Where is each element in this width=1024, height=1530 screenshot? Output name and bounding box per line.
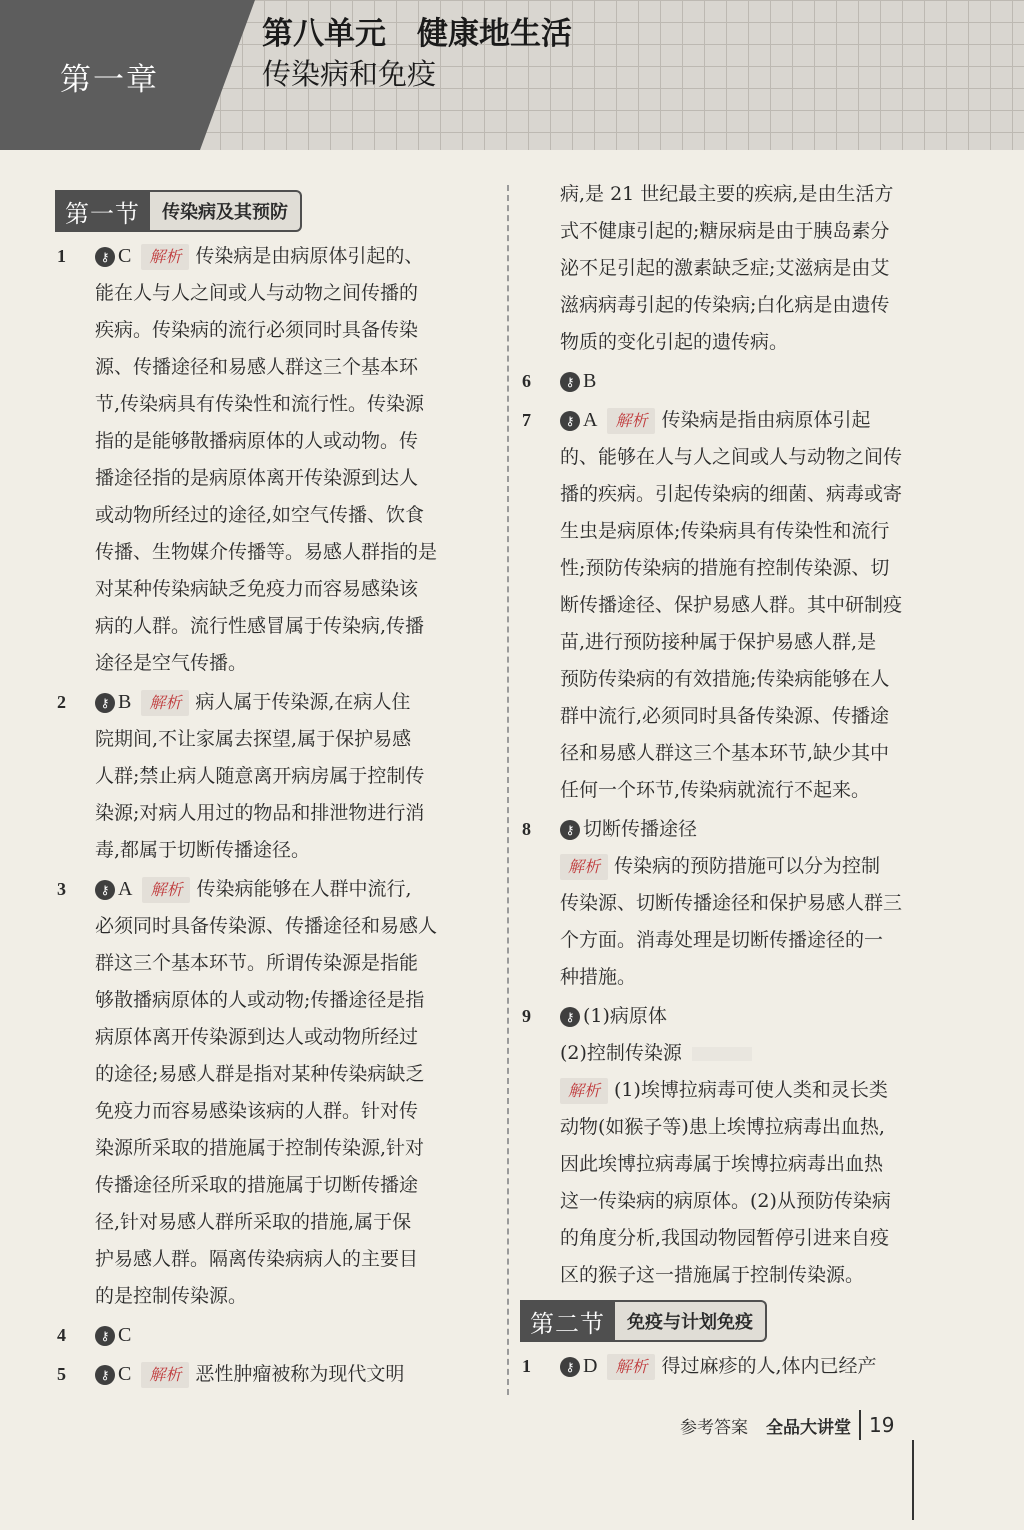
analysis-text: 径和易感人群这三个基本环节,缺少其中 bbox=[560, 742, 890, 764]
key-icon: ⚷ bbox=[95, 247, 115, 267]
analysis-text: 预防传染病的有效措施;传染病能够在人 bbox=[560, 668, 890, 690]
analysis-text: 个方面。消毒处理是切断传播途径的一 bbox=[560, 929, 884, 951]
analysis-text: 动物(如猴子等)患上埃博拉病毒出血热, bbox=[560, 1116, 885, 1138]
section-number: 第一节 bbox=[55, 190, 150, 232]
analysis-text: 因此埃博拉病毒属于埃博拉病毒出血热 bbox=[560, 1153, 884, 1175]
answer-item bbox=[55, 238, 500, 682]
analysis-text: 这一传染病的病原体。(2)从预防传染病 bbox=[560, 1190, 891, 1212]
analysis-text: 播的疾病。引起传染病的细菌、病毒或寄 bbox=[560, 483, 903, 505]
section-heading-2 bbox=[520, 1300, 965, 1342]
analysis-text: 毒,都属于切断传播途径。 bbox=[95, 839, 311, 861]
analysis-text: 传染病能够在人群中流行, bbox=[196, 878, 412, 900]
analysis-text: 能在人与人之间或人与动物之间传播的 bbox=[95, 282, 419, 304]
answer-item bbox=[55, 1317, 500, 1354]
analysis-text: 够散播病原体的人或动物;传播途径是指 bbox=[95, 989, 425, 1011]
answer-item bbox=[520, 998, 965, 1294]
analysis-text: 源、传播途径和易感人群这三个基本环 bbox=[95, 356, 419, 378]
analysis-text: 径,针对易感人群所采取的措施,属于保 bbox=[95, 1211, 412, 1233]
key-icon: ⚷ bbox=[95, 1365, 115, 1385]
item-number: 8 bbox=[522, 819, 531, 839]
key-icon: ⚷ bbox=[95, 880, 115, 900]
chapter-label: 第一章 bbox=[60, 62, 159, 98]
analysis-text: 传染病的预防措施可以分为控制 bbox=[614, 855, 881, 877]
answer-item-continued bbox=[520, 176, 965, 361]
item-number: 1 bbox=[57, 246, 66, 266]
analysis-text: 式不健康引起的;糖尿病是由于胰岛素分 bbox=[560, 220, 890, 242]
analysis-text: 的、能够在人与人之间或人与动物之间传 bbox=[560, 446, 903, 468]
analysis-text: 人群;禁止病人随意离开病房属于控制传 bbox=[95, 765, 425, 787]
answer-choice: A bbox=[118, 878, 133, 900]
item-number: 1 bbox=[522, 1356, 531, 1376]
answer-item bbox=[520, 1348, 965, 1385]
footer-reference-label: 参考答案 bbox=[680, 1417, 748, 1438]
analysis-text: 的途径;易感人群是指对某种传染病缺乏 bbox=[95, 1063, 425, 1085]
key-icon: ⚷ bbox=[560, 411, 580, 431]
page-number: 19 bbox=[859, 1410, 894, 1440]
analysis-text: 区的猴子这一措施属于控制传染源。 bbox=[560, 1264, 865, 1286]
analysis-text: 生虫是病原体;传染病具有传染性和流行 bbox=[560, 520, 890, 542]
analysis-text: 院期间,不让家属去探望,属于保护易感 bbox=[95, 728, 412, 750]
analysis-text: 断传播途径、保护易感人群。其中研制疫 bbox=[560, 594, 903, 616]
item-number: 6 bbox=[522, 371, 531, 391]
answer-text: (2)控制传染源 bbox=[560, 1042, 682, 1064]
analysis-text: 群这三个基本环节。所谓传染源是指能 bbox=[95, 952, 419, 974]
section-number: 第二节 bbox=[520, 1300, 615, 1342]
analysis-text: 传染病是由病原体引起的、 bbox=[195, 245, 424, 267]
analysis-text: 病的人群。流行性感冒属于传染病,传播 bbox=[95, 615, 425, 637]
item-number: 7 bbox=[522, 410, 531, 430]
analysis-text: 染源所采取的措施属于控制传染源,针对 bbox=[95, 1137, 425, 1159]
analysis-text: 传播、生物媒介传播等。易感人群指的是 bbox=[95, 541, 438, 563]
analysis-text: 的是控制传染源。 bbox=[95, 1285, 248, 1307]
analysis-text: 疾病。传染病的流行必须同时具备传染 bbox=[95, 319, 419, 341]
key-icon: ⚷ bbox=[560, 1007, 580, 1027]
analysis-text: 得过麻疹的人,体内已经产 bbox=[661, 1355, 877, 1377]
analysis-text: 苗,进行预防接种属于保护易感人群,是 bbox=[560, 631, 877, 653]
analysis-tag: 解析 bbox=[141, 244, 189, 270]
item-number: 4 bbox=[57, 1325, 66, 1345]
section-name: 传染病及其预防 bbox=[150, 190, 302, 232]
unit-title: 第八单元 健康地生活 bbox=[262, 16, 572, 52]
analysis-text: 指的是能够散播病原体的人或动物。传 bbox=[95, 430, 419, 452]
analysis-text: 传播途径所采取的措施属于切断传播途 bbox=[95, 1174, 419, 1196]
analysis-text: 病人属于传染源,在病人住 bbox=[195, 691, 411, 713]
item-number: 3 bbox=[57, 879, 66, 899]
analysis-tag: 解析 bbox=[607, 1354, 655, 1380]
analysis-text: 或动物所经过的途径,如空气传播、饮食 bbox=[95, 504, 425, 526]
left-column bbox=[55, 190, 500, 1395]
analysis-tag: 解析 bbox=[142, 877, 190, 903]
analysis-text: 节,传染病具有传染性和流行性。传染源 bbox=[95, 393, 425, 415]
answer-choice: B bbox=[583, 370, 597, 392]
lesson-title: 传染病和免疫 bbox=[262, 57, 437, 91]
ink-smudge bbox=[692, 1047, 752, 1061]
analysis-text: 护易感人群。隔离传染病病人的主要目 bbox=[95, 1248, 419, 1270]
key-icon: ⚷ bbox=[95, 693, 115, 713]
item-number: 2 bbox=[57, 692, 66, 712]
analysis-text: 种措施。 bbox=[560, 966, 637, 988]
analysis-text: 对某种传染病缺乏免疫力而容易感染该 bbox=[95, 578, 419, 600]
analysis-text: 播途径指的是病原体离开传染源到达人 bbox=[95, 467, 419, 489]
analysis-text: 染源;对病人用过的物品和排泄物进行消 bbox=[95, 802, 425, 824]
answer-choice: D bbox=[583, 1355, 598, 1377]
analysis-text: 任何一个环节,传染病就流行不起来。 bbox=[560, 779, 871, 801]
analysis-tag: 解析 bbox=[560, 854, 608, 880]
key-icon: ⚷ bbox=[560, 1357, 580, 1377]
analysis-text: 病,是 21 世纪最主要的疾病,是由生活方 bbox=[560, 183, 894, 205]
item-number: 5 bbox=[57, 1364, 66, 1384]
answer-item bbox=[520, 811, 965, 996]
answer-item bbox=[520, 363, 965, 400]
answer-text: (1)病原体 bbox=[583, 1005, 667, 1027]
section-name: 免疫与计划免疫 bbox=[615, 1300, 767, 1342]
analysis-text: 的角度分析,我国动物园暂停引进来自疫 bbox=[560, 1227, 890, 1249]
analysis-text: 物质的变化引起的遗传病。 bbox=[560, 331, 789, 353]
analysis-text: 滋病病毒引起的传染病;白化病是由遗传 bbox=[560, 294, 890, 316]
analysis-text: 性;预防传染病的措施有控制传染源、切 bbox=[560, 557, 890, 579]
analysis-tag: 解析 bbox=[141, 1362, 189, 1388]
section-heading-1 bbox=[55, 190, 500, 232]
analysis-tag: 解析 bbox=[560, 1078, 608, 1104]
page-footer bbox=[680, 1410, 894, 1440]
answer-choice: C bbox=[118, 1324, 132, 1346]
analysis-text: 病原体离开传染源到达人或动物所经过 bbox=[95, 1026, 419, 1048]
answer-text: 切断传播途径 bbox=[583, 818, 698, 840]
analysis-text: 群中流行,必须同时具备传染源、传播途 bbox=[560, 705, 890, 727]
analysis-text: 泌不足引起的激素缺乏症;艾滋病是由艾 bbox=[560, 257, 890, 279]
answer-choice: A bbox=[583, 409, 598, 431]
analysis-text: 免疫力而容易感染该病的人群。针对传 bbox=[95, 1100, 419, 1122]
answer-item bbox=[55, 871, 500, 1315]
analysis-tag: 解析 bbox=[141, 690, 189, 716]
right-column bbox=[520, 176, 965, 1387]
answer-item bbox=[55, 684, 500, 869]
column-divider bbox=[507, 185, 509, 1395]
analysis-text: (1)埃博拉病毒可使人类和灵长类 bbox=[614, 1079, 888, 1101]
analysis-text: 途径是空气传播。 bbox=[95, 652, 248, 674]
answer-choice: C bbox=[118, 1363, 132, 1385]
footer-rule bbox=[912, 1440, 914, 1520]
analysis-text: 传染病是指由病原体引起 bbox=[661, 409, 871, 431]
footer-brand: 全品大讲堂 bbox=[766, 1417, 851, 1438]
analysis-text: 传染源、切断传播途径和保护易感人群三 bbox=[560, 892, 903, 914]
answer-choice: B bbox=[118, 691, 132, 713]
key-icon: ⚷ bbox=[560, 372, 580, 392]
key-icon: ⚷ bbox=[95, 1326, 115, 1346]
analysis-tag: 解析 bbox=[607, 408, 655, 434]
answer-item bbox=[520, 402, 965, 809]
key-icon: ⚷ bbox=[560, 820, 580, 840]
analysis-text: 必须同时具备传染源、传播途径和易感人 bbox=[95, 915, 438, 937]
answer-item bbox=[55, 1356, 500, 1393]
analysis-text: 恶性肿瘤被称为现代文明 bbox=[195, 1363, 405, 1385]
item-number: 9 bbox=[522, 1006, 531, 1026]
answer-choice: C bbox=[118, 245, 132, 267]
